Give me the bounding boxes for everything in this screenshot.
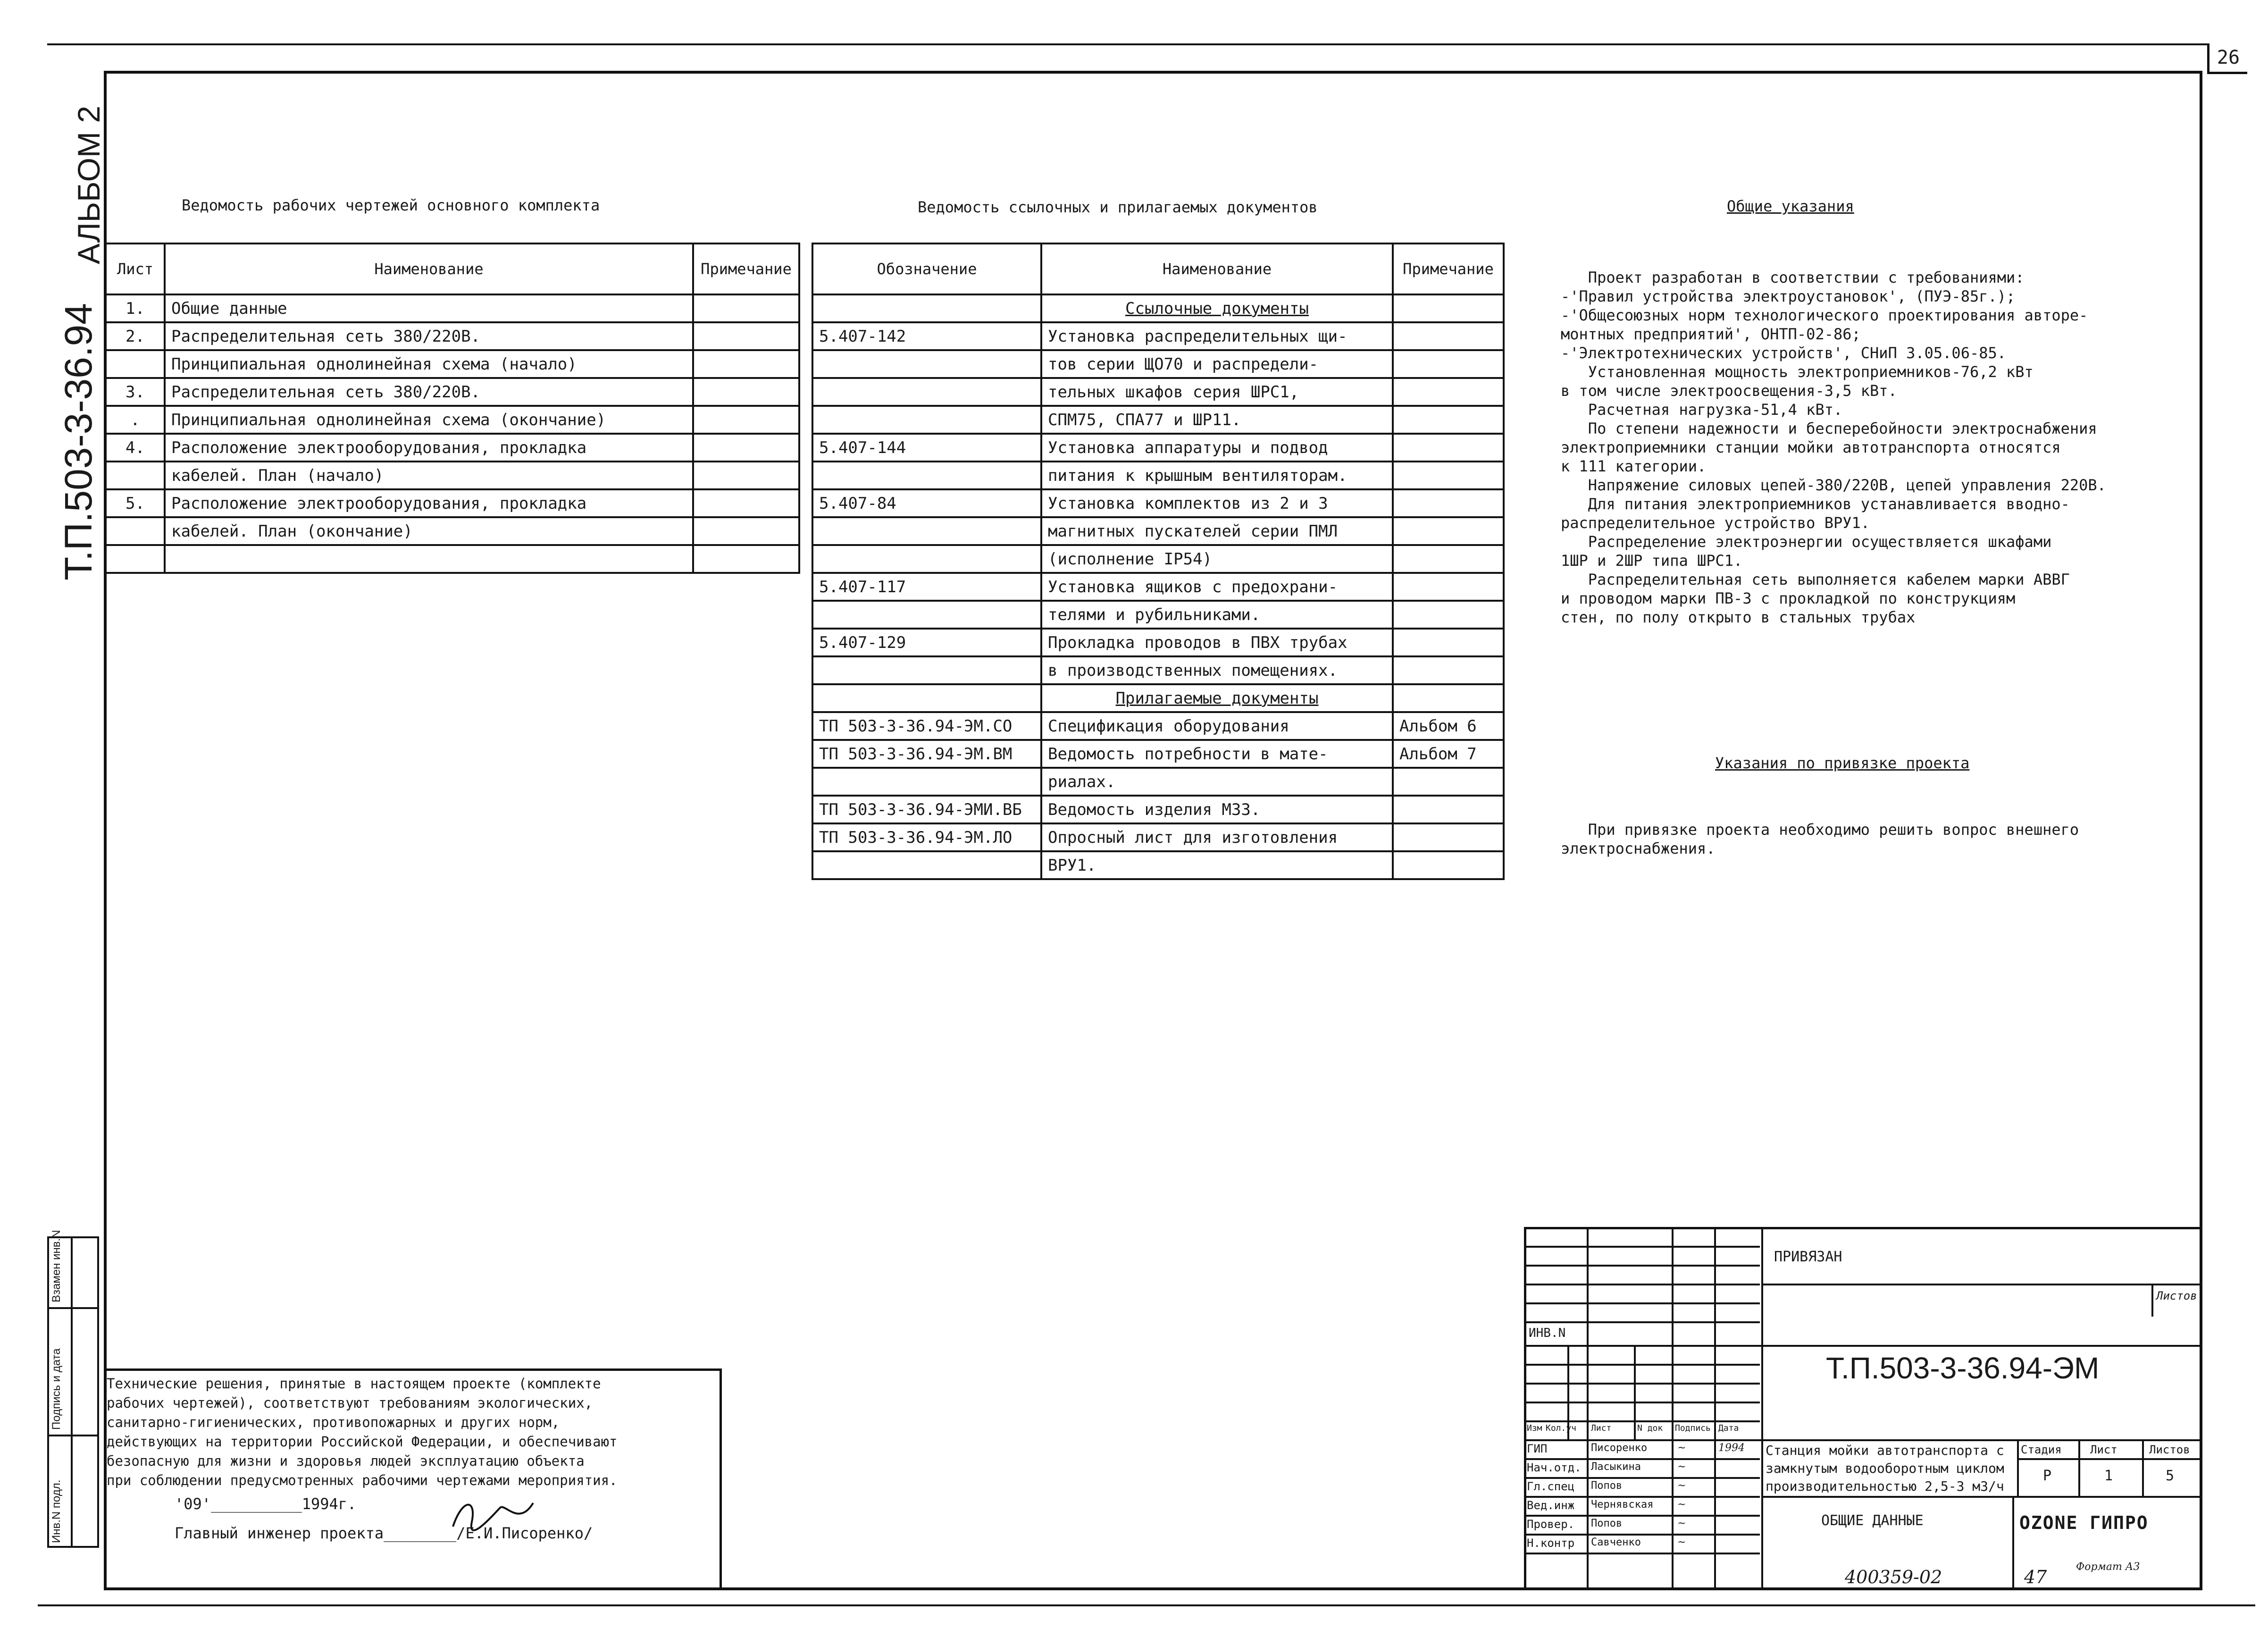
text-line: Распределение электроэнергии осуществляется шкафами bbox=[1561, 533, 2052, 551]
cell-name: ВРУ1. bbox=[1041, 851, 1393, 879]
cell-note bbox=[1393, 573, 1504, 601]
cell-subheading bbox=[1041, 294, 1393, 322]
cell-name: Расположение электрооборудования, прокладка bbox=[165, 434, 693, 462]
signer-name: Попов bbox=[1591, 1518, 1623, 1529]
cell-code bbox=[812, 545, 1041, 573]
table-row bbox=[812, 712, 1504, 740]
cell-note: Альбом 6 bbox=[1393, 712, 1504, 740]
sheets-value: 5 bbox=[2166, 1468, 2175, 1484]
cell-name: Установка распределительных щи- bbox=[1041, 322, 1393, 350]
cell-name: Установка ящиков с предохрани- bbox=[1041, 573, 1393, 601]
cell-sheet: 3. bbox=[106, 378, 165, 406]
signature-scribble: ~ bbox=[1677, 1480, 1686, 1492]
text-line: электроприемники станции мойки автотранспорта относятся bbox=[1561, 438, 2061, 456]
text-line: санитарно-гигиенических, противопожарных и других норм, bbox=[107, 1414, 560, 1430]
object-title: Станция мойки автотранспорта с замкнутым водооборотным циклом производительностью 2,5-3 м3/ч bbox=[1766, 1443, 2004, 1494]
table-row bbox=[812, 740, 1504, 768]
col-code: Обозначение bbox=[812, 243, 1041, 294]
side-stamp-sign: Подпись и дата bbox=[50, 1348, 63, 1430]
inv-label: ИНВ.N bbox=[1529, 1326, 1566, 1340]
cell-sheet bbox=[106, 350, 165, 378]
cell-note bbox=[693, 462, 799, 489]
cell-note bbox=[693, 406, 799, 434]
text-line: 1ШР и 2ШР типа ШРС1. bbox=[1561, 552, 1743, 570]
cell-note bbox=[693, 489, 799, 517]
cell-note bbox=[693, 517, 799, 545]
sheets-label: Листов bbox=[2149, 1443, 2190, 1456]
table-row bbox=[106, 434, 799, 462]
col-date: Дата bbox=[1718, 1423, 1739, 1433]
cell-note bbox=[693, 545, 799, 573]
cell-note bbox=[1393, 434, 1504, 462]
col-izm: Изм bbox=[1527, 1423, 1542, 1433]
sheet-label: Лист bbox=[2090, 1443, 2117, 1456]
signer-name: Ласыкина bbox=[1591, 1461, 1641, 1473]
table-row bbox=[812, 823, 1504, 851]
cell-note bbox=[1393, 823, 1504, 851]
cell-note bbox=[1393, 406, 1504, 434]
table-row bbox=[106, 517, 799, 545]
table-row bbox=[812, 573, 1504, 601]
side-code: Т.П.503-3-36.94 bbox=[57, 303, 100, 580]
cell-code: 5.407-129 bbox=[812, 629, 1041, 656]
table-row bbox=[106, 462, 799, 489]
col-ndoc: N док bbox=[1637, 1423, 1663, 1433]
text-line: при соблюдении предусмотренных рабочими чертежами мероприятия. bbox=[107, 1472, 618, 1488]
cell-sheet: 5. bbox=[106, 489, 165, 517]
signer-role: Провер. bbox=[1527, 1518, 1575, 1531]
cell-name: Распределительная сеть 380/220В. bbox=[165, 378, 693, 406]
col-kol: Кол.уч bbox=[1546, 1423, 1577, 1433]
text-line: Установленная мощность электроприемников-76,2 кВт bbox=[1561, 363, 2034, 381]
cell-name: Установка аппаратуры и подвод bbox=[1041, 434, 1393, 462]
cell-note bbox=[1393, 378, 1504, 406]
cell-sheet bbox=[106, 462, 165, 489]
signer-date: 1994 bbox=[1718, 1442, 1745, 1454]
side-stamp-replace: Взамен инв.N bbox=[50, 1230, 63, 1302]
cell-name: в производственных помещениях. bbox=[1041, 656, 1393, 684]
table-row bbox=[812, 851, 1504, 879]
signature-scribble: ~ bbox=[1677, 1518, 1686, 1529]
text-line: -'Общесоюзных норм технологического проектирования авторе- bbox=[1561, 306, 2088, 324]
col-name: Наименование bbox=[165, 243, 693, 294]
cell-note bbox=[693, 378, 799, 406]
table-row bbox=[812, 350, 1504, 378]
col-note: Примечание bbox=[1393, 243, 1504, 294]
cell-code: ТП 503-3-36.94-ЭМ.СО bbox=[812, 712, 1041, 740]
cell-note bbox=[693, 322, 799, 350]
table-row bbox=[812, 322, 1504, 350]
table-row bbox=[812, 489, 1504, 517]
text-line: рабочих чертежей), соответствуют требованиям экологических, bbox=[107, 1395, 593, 1411]
cell-subheading bbox=[1041, 684, 1393, 712]
cell-name: СПМ75, СПА77 и ШР11. bbox=[1041, 406, 1393, 434]
cell-code bbox=[812, 350, 1041, 378]
table-row bbox=[106, 350, 799, 378]
cell-note bbox=[1393, 768, 1504, 796]
cell-note bbox=[693, 434, 799, 462]
cell-name: телями и рубильниками. bbox=[1041, 601, 1393, 629]
subheading-text: Ссылочные документы bbox=[1125, 299, 1309, 318]
cell-code bbox=[812, 517, 1041, 545]
general-title: Общие указания bbox=[1727, 197, 1854, 215]
certificate-signature: Главный инженер проекта________/Е.И.Писоренко/ bbox=[175, 1524, 593, 1542]
table-row bbox=[812, 462, 1504, 489]
cell-note bbox=[1393, 656, 1504, 684]
signer-role: Гл.спец bbox=[1527, 1480, 1575, 1493]
table-row bbox=[812, 629, 1504, 656]
text-line: Проект разработан в соответствии с требованиями: bbox=[1561, 269, 2025, 286]
cell-note bbox=[1393, 462, 1504, 489]
cell-note bbox=[1393, 322, 1504, 350]
cell-name bbox=[165, 545, 693, 573]
col-list: Лист bbox=[1591, 1423, 1612, 1433]
doc-title: ОБЩИЕ ДАННЫЕ bbox=[1821, 1512, 1924, 1529]
text-line: Технические решения, принятые в настоящем проекте (комплекте bbox=[107, 1376, 601, 1392]
cell-name: магнитных пускателей серии ПМЛ bbox=[1041, 517, 1393, 545]
cell-code bbox=[812, 601, 1041, 629]
cell-sheet: 1. bbox=[106, 294, 165, 322]
archive-number: 400359-02 bbox=[1845, 1567, 1942, 1587]
table-row bbox=[812, 434, 1504, 462]
cell-note bbox=[1393, 517, 1504, 545]
cell-name: Расположение электрооборудования, прокладка bbox=[165, 489, 693, 517]
signature-scribble: ~ bbox=[1677, 1499, 1686, 1511]
cell-note bbox=[693, 350, 799, 378]
signature-scribble: ~ bbox=[1677, 1442, 1686, 1454]
table-row bbox=[812, 378, 1504, 406]
cell-name: тов серии ЩО70 и распредели- bbox=[1041, 350, 1393, 378]
table-row bbox=[812, 406, 1504, 434]
cell-code bbox=[812, 684, 1041, 712]
cell-code bbox=[812, 851, 1041, 879]
table-row bbox=[812, 545, 1504, 573]
subheading-text: Прилагаемые документы bbox=[1115, 688, 1319, 708]
cell-note bbox=[1393, 294, 1504, 322]
cell-name: (исполнение IP54) bbox=[1041, 545, 1393, 573]
cell-code bbox=[812, 378, 1041, 406]
certificate-text bbox=[107, 1374, 618, 1490]
cell-note bbox=[693, 294, 799, 322]
cell-note bbox=[1393, 601, 1504, 629]
binding-title: Указания по привязке проекта bbox=[1715, 754, 1970, 772]
table-row bbox=[812, 294, 1504, 322]
signer-name: Писоренко bbox=[1591, 1442, 1648, 1454]
text-line: и проводом марки ПВ-3 с прокладкой по конструкциям bbox=[1561, 589, 2016, 607]
col-name: Наименование bbox=[1041, 243, 1393, 294]
table-row bbox=[106, 378, 799, 406]
binding-notes bbox=[1561, 820, 2079, 858]
text-line: электроснабжения. bbox=[1561, 839, 1716, 857]
cell-code: 5.407-144 bbox=[812, 434, 1041, 462]
table-row bbox=[106, 489, 799, 517]
table-row bbox=[106, 545, 799, 573]
cell-sheet: . bbox=[106, 406, 165, 434]
cell-name: Общие данные bbox=[165, 294, 693, 322]
bottom-trim-line bbox=[38, 1604, 2255, 1606]
text-line: Напряжение силовых цепей-380/220В, цепей управления 220В. bbox=[1561, 476, 2106, 494]
signer-role: Н.контр bbox=[1527, 1536, 1575, 1550]
cell-name: Опросный лист для изготовления bbox=[1041, 823, 1393, 851]
sheets-count-label: Листов bbox=[2156, 1289, 2197, 1302]
cell-name: риалах. bbox=[1041, 768, 1393, 796]
table-row bbox=[812, 768, 1504, 796]
table-row bbox=[812, 684, 1504, 712]
cell-name: Прокладка проводов в ПВХ трубах bbox=[1041, 629, 1393, 656]
references-table bbox=[812, 243, 1505, 880]
signature-scribble: ~ bbox=[1677, 1536, 1686, 1548]
table-row bbox=[106, 294, 799, 322]
signer-name: Чернявская bbox=[1591, 1499, 1654, 1511]
cell-name: тельных шкафов серия ШРС1, bbox=[1041, 378, 1393, 406]
top-trim-line bbox=[47, 43, 2207, 45]
text-line: монтных предприятий', ОНТП-02-86; bbox=[1561, 325, 1861, 343]
cell-name: Ведомость потребности в мате- bbox=[1041, 740, 1393, 768]
text-line: к 111 категории. bbox=[1561, 457, 1707, 475]
signer-name: Попов bbox=[1591, 1480, 1623, 1492]
signer-role: ГИП bbox=[1527, 1442, 1548, 1455]
text-line: При привязке проекта необходимо решить вопрос внешнего bbox=[1561, 821, 2079, 839]
cell-note bbox=[1393, 545, 1504, 573]
format-label: Формат А3 bbox=[2076, 1561, 2140, 1573]
stage-label: Стадия bbox=[2021, 1443, 2062, 1456]
cell-note bbox=[1393, 851, 1504, 879]
certificate-date: '09'__________1994г. bbox=[175, 1495, 357, 1513]
signature-scribble: ~ bbox=[1677, 1461, 1686, 1473]
text-line: По степени надежности и бесперебойности электроснабжения bbox=[1561, 420, 2097, 437]
side-stamp-inv: Инв.N подл. bbox=[50, 1479, 63, 1543]
cell-sheet bbox=[106, 545, 165, 573]
text-line: Для питания электроприемников устанавливается вводно- bbox=[1561, 495, 2070, 513]
text-line: Распределительная сеть выполняется кабелем марки АВВГ bbox=[1561, 571, 2070, 588]
text-line: стен, по полу открыто в стальных трубах bbox=[1561, 608, 1916, 626]
text-line: действующих на территории Российской Федерации, и обеспечивают bbox=[107, 1434, 618, 1450]
cell-code bbox=[812, 656, 1041, 684]
section2-title: Ведомость ссылочных и прилагаемых документов bbox=[918, 198, 1318, 216]
text-line: -'Правил устройства электроустановок', (ПУЭ-85г.); bbox=[1561, 287, 2016, 305]
cell-name: питания к крышным вентиляторам. bbox=[1041, 462, 1393, 489]
cell-name: Принципиальная однолинейная схема (окончание) bbox=[165, 406, 693, 434]
text-line: Расчетная нагрузка-51,4 кВт. bbox=[1561, 401, 1843, 419]
cell-name: Принципиальная однолинейная схема (начало) bbox=[165, 350, 693, 378]
org-logo: OZONE ГИПРО bbox=[2019, 1512, 2149, 1533]
cell-name: Установка комплектов из 2 и 3 bbox=[1041, 489, 1393, 517]
signer-role: Вед.инж bbox=[1527, 1499, 1575, 1512]
cell-code bbox=[812, 462, 1041, 489]
table-row bbox=[106, 406, 799, 434]
cell-note bbox=[1393, 796, 1504, 823]
title-block bbox=[1524, 1227, 2202, 1590]
table-row bbox=[812, 656, 1504, 684]
cell-code: 5.407-117 bbox=[812, 573, 1041, 601]
drawings-table bbox=[105, 243, 800, 574]
table-row bbox=[812, 796, 1504, 823]
cell-note bbox=[1393, 489, 1504, 517]
col-note: Примечание bbox=[693, 243, 799, 294]
text-line: распределительное устройство ВРУ1. bbox=[1561, 514, 1870, 532]
col-sheet: Лист bbox=[106, 243, 165, 294]
col-sign: Подпись bbox=[1675, 1423, 1711, 1433]
sheet-number: 26 bbox=[2207, 43, 2247, 74]
signer-name: Савченко bbox=[1591, 1536, 1641, 1548]
cell-name: Ведомость изделия МЗЗ. bbox=[1041, 796, 1393, 823]
signature-mark bbox=[444, 1494, 538, 1541]
album-label: АЛЬБОМ 2 bbox=[71, 105, 106, 264]
cell-code bbox=[812, 294, 1041, 322]
cell-code bbox=[812, 406, 1041, 434]
text-line: безопасную для жизни и здоровья людей эксплуатацию объекта bbox=[107, 1453, 585, 1469]
cell-sheet bbox=[106, 517, 165, 545]
table-row bbox=[812, 601, 1504, 629]
cell-name: Спецификация оборудования bbox=[1041, 712, 1393, 740]
titleblock-code: Т.П.503-3-36.94-ЭМ bbox=[1826, 1351, 2100, 1385]
cell-note bbox=[1393, 350, 1504, 378]
stage-value: Р bbox=[2043, 1468, 2052, 1484]
cell-note bbox=[1393, 629, 1504, 656]
cell-name: Распределительная сеть 380/220В. bbox=[165, 322, 693, 350]
sheet-value: 1 bbox=[2104, 1468, 2113, 1484]
cell-sheet: 2. bbox=[106, 322, 165, 350]
text-line: в том числе электроосвещения-3,5 кВт. bbox=[1561, 382, 1897, 400]
cell-name: кабелей. План (начало) bbox=[165, 462, 693, 489]
table-row bbox=[106, 322, 799, 350]
section1-title: Ведомость рабочих чертежей основного комплекта bbox=[182, 196, 600, 214]
cell-note bbox=[1393, 684, 1504, 712]
cell-code: 5.407-142 bbox=[812, 322, 1041, 350]
cell-code bbox=[812, 768, 1041, 796]
format-number: 47 bbox=[2024, 1567, 2047, 1587]
cell-code: ТП 503-3-36.94-ЭМ.ЛО bbox=[812, 823, 1041, 851]
cell-note: Альбом 7 bbox=[1393, 740, 1504, 768]
cell-code: ТП 503-3-36.94-ЭМИ.ВБ bbox=[812, 796, 1041, 823]
cell-code: 5.407-84 bbox=[812, 489, 1041, 517]
general-notes bbox=[1561, 268, 2106, 627]
table-row bbox=[812, 517, 1504, 545]
bound-label: ПРИВЯЗАН bbox=[1774, 1249, 1842, 1265]
cell-name: кабелей. План (окончание) bbox=[165, 517, 693, 545]
signer-role: Нач.отд. bbox=[1527, 1461, 1582, 1474]
cell-sheet: 4. bbox=[106, 434, 165, 462]
text-line: -'Электротехнических устройств', СНиП 3.05.06-85. bbox=[1561, 344, 2007, 362]
cell-code: ТП 503-3-36.94-ЭМ.ВМ bbox=[812, 740, 1041, 768]
